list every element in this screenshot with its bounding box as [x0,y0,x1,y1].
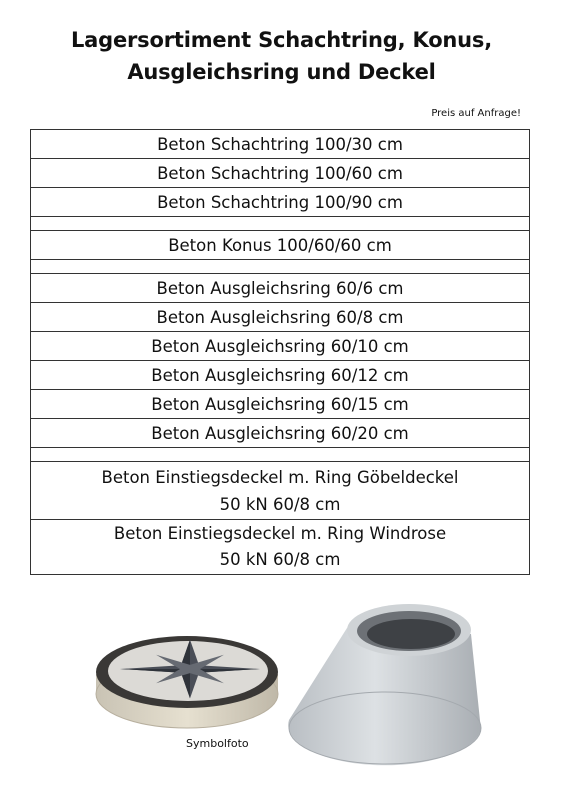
product-table [30,129,530,575]
row-label: Beton Schachtring 100/60 cm [157,163,403,183]
table-row [31,130,529,159]
row-label-line-2: 50 kN 60/8 cm [219,550,341,569]
table-row [31,159,529,188]
row-label-line-2: 50 kN 60/8 cm [219,494,341,514]
spacer-row [31,260,529,274]
title-line-2: Ausgleichsring und Deckel [127,60,436,84]
table-row [31,274,529,303]
row-label: Beton Ausgleichsring 60/20 cm [151,423,409,443]
row-label: Beton Ausgleichsring 60/12 cm [151,365,409,385]
table-row [31,231,529,260]
manhole-cover-photo [90,612,285,734]
spacer-row [31,217,529,231]
row-label: Beton Ausgleichsring 60/8 cm [156,307,404,327]
photo-caption: Symbolfoto [186,737,249,750]
row-label-line-1: Beton Einstiegsdeckel m. Ring Göbeldeckel [101,467,459,487]
table-row [31,188,529,217]
row-label: Beton Schachtring 100/90 cm [157,192,403,212]
row-label: Beton Ausgleichsring 60/10 cm [151,336,409,356]
table-row [31,462,529,520]
row-label: Beton Ausgleichsring 60/15 cm [151,394,409,414]
row-label: Beton Konus 100/60/60 cm [168,235,392,255]
price-note: Preis auf Anfrage! [431,108,521,119]
table-row [31,361,529,390]
table-row [31,390,529,419]
table-row [31,419,529,448]
table-row [31,303,529,332]
table-row [31,520,529,574]
table-row [31,332,529,361]
page-title [0,24,563,88]
row-label: Beton Schachtring 100/30 cm [157,134,403,154]
spacer-row [31,448,529,462]
row-label: Beton Ausgleichsring 60/6 cm [156,278,404,298]
concrete-cone-photo [285,600,485,770]
title-line-1: Lagersortiment Schachtring, Konus, [71,28,492,52]
row-label-line-1: Beton Einstiegsdeckel m. Ring Windrose [113,524,447,543]
